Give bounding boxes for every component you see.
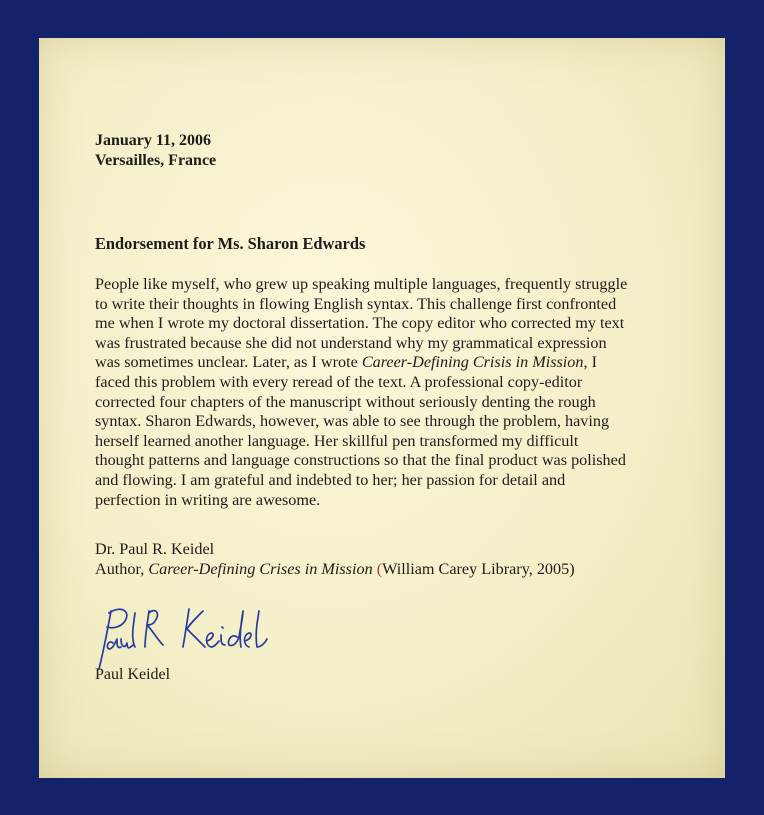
author-credit xyxy=(95,560,575,580)
body-line: was frustrated because she did not understand why my grammatical expression xyxy=(95,333,607,352)
body-line: faced this problem with every reread of the text. A professional copy-editor xyxy=(95,372,583,391)
body-line: thought patterns and language constructions so that the final product was polished xyxy=(95,451,626,470)
body-line: and flowing. I am grateful and indebted to her; her passion for detail and xyxy=(95,470,566,489)
signoff-name: Dr. Paul R. Keidel xyxy=(95,540,215,558)
body-line: me when I wrote my doctoral dissertation. The copy editor who corrected my text xyxy=(95,314,625,333)
body-line: corrected four chapters of the manuscript without seriously denting the rough xyxy=(95,392,596,411)
handwritten-signature xyxy=(91,603,281,673)
author-prefix: Author, xyxy=(95,560,149,578)
publisher: William Carey Library, 2005) xyxy=(382,560,575,578)
letter-heading: Endorsement for Ms. Sharon Edwards xyxy=(95,234,366,253)
letter-date: January 11, 2006 xyxy=(95,132,212,149)
letter-place: Versailles, France xyxy=(95,152,217,169)
signoff-block xyxy=(95,540,575,580)
body-line xyxy=(95,353,627,373)
date-place-block xyxy=(95,131,216,171)
body-line-text: , I xyxy=(583,353,597,372)
letter-page xyxy=(39,38,725,778)
body-line: syntax. Sharon Edwards, however, was able to see through the problem, having xyxy=(95,412,610,431)
body-line: People like myself, who grew up speaking multiple languages, frequently struggle xyxy=(95,275,628,293)
body-line-text: was sometimes unclear. Later, as I wrote xyxy=(95,353,358,372)
printed-name: Paul Keidel xyxy=(95,666,171,683)
open-paren: ( xyxy=(376,560,383,578)
body-line: to write their thoughts in flowing English syntax. This challenge first confronted xyxy=(95,294,617,313)
book-title: Career-Defining Crises in Mission xyxy=(148,560,373,578)
body-line: herself learned another language. Her skillful pen transformed my difficult xyxy=(95,431,579,450)
book-title-inline: Career-Defining Crisis in Mission xyxy=(361,353,584,372)
body-line: perfection in writing are awesome. xyxy=(95,490,321,509)
letter-body xyxy=(95,275,627,510)
